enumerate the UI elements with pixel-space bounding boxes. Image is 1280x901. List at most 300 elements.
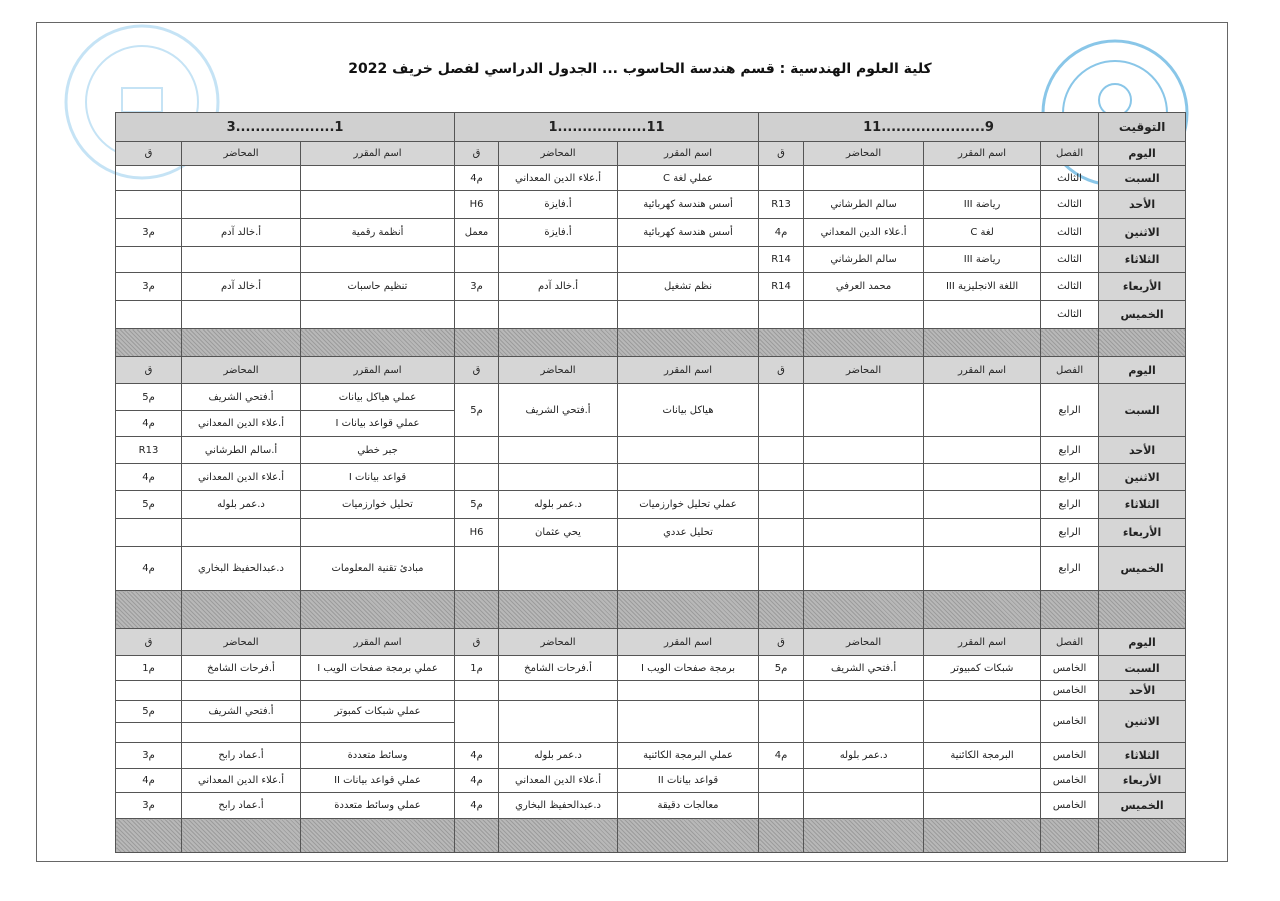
separator-cell (804, 819, 924, 853)
column-header-room: ق (116, 629, 182, 656)
cell-day: الاثنين (1099, 464, 1186, 491)
cell-course: عملي تحليل خوارزميات (618, 491, 759, 519)
column-header-lecturer: المحاضر (499, 142, 618, 166)
separator-cell (1041, 591, 1099, 629)
cell-lecturer: أ.فتحي الشريف (804, 656, 924, 681)
cell-room (759, 547, 804, 591)
separator-cell (804, 591, 924, 629)
cell-course: اللغة الانجليزية III (924, 273, 1041, 301)
cell-class: الخامس (1041, 701, 1099, 743)
column-header-day: اليوم (1099, 142, 1186, 166)
cell-class: الثالث (1041, 219, 1099, 247)
section-separator (116, 591, 1186, 629)
column-header-class: الفصل (1041, 629, 1099, 656)
column-header-course: اسم المقرر (618, 629, 759, 656)
column-header-row (116, 142, 1186, 166)
column-header-course: اسم المقرر (924, 357, 1041, 384)
separator-cell (1099, 329, 1186, 357)
cell-class: الثالث (1041, 301, 1099, 329)
column-header-lecturer: المحاضر (182, 142, 301, 166)
cell-room: R14 (759, 273, 804, 301)
cell-lecturer (804, 701, 924, 743)
table-row (116, 701, 1186, 723)
cell-lecturer (182, 191, 301, 219)
table-row (116, 793, 1186, 819)
cell-lecturer (804, 464, 924, 491)
cell-day: الاثنين (1099, 219, 1186, 247)
column-header-lecturer: المحاضر (499, 629, 618, 656)
cell-day: الخميس (1099, 301, 1186, 329)
cell-course (301, 681, 455, 701)
cell-room (455, 437, 499, 464)
column-header-course: اسم المقرر (924, 142, 1041, 166)
cell-course (618, 681, 759, 701)
cell-class: الثالث (1041, 166, 1099, 191)
cell-lecturer: سالم الطرشاني (804, 247, 924, 273)
cell-lecturer: أ.علاء الدين المعداني (182, 411, 301, 437)
table-row (116, 191, 1186, 219)
column-header-room: ق (759, 629, 804, 656)
cell-room (759, 301, 804, 329)
column-header-lecturer: المحاضر (182, 357, 301, 384)
cell-room (759, 793, 804, 819)
cell-lecturer: أ.فرحات الشامخ (499, 656, 618, 681)
cell-room (759, 464, 804, 491)
cell-lecturer (182, 301, 301, 329)
table-row (116, 491, 1186, 519)
cell-room (116, 681, 182, 701)
cell-lecturer: أ.علاء الدين المعداني (182, 769, 301, 793)
cell-day: الأربعاء (1099, 769, 1186, 793)
cell-course: وسائط متعددة (301, 743, 455, 769)
cell-course (924, 769, 1041, 793)
cell-course: تحليل خوارزميات (301, 491, 455, 519)
separator-cell (759, 329, 804, 357)
cell-course (924, 384, 1041, 437)
cell-class: الخامس (1041, 793, 1099, 819)
cell-lecturer (499, 701, 618, 743)
cell-room: م3 (116, 219, 182, 247)
time-slot-3: 1....................3 (116, 113, 455, 142)
cell-lecturer: د.عمر بلوله (182, 491, 301, 519)
cell-lecturer: أ.فايزة (499, 219, 618, 247)
cell-course (301, 191, 455, 219)
separator-cell (301, 329, 455, 357)
cell-day: السبت (1099, 166, 1186, 191)
cell-room (759, 769, 804, 793)
cell-course (924, 547, 1041, 591)
cell-course: عملي وسائط متعددة (301, 793, 455, 819)
table-row (116, 547, 1186, 591)
cell-lecturer (804, 769, 924, 793)
cell-course (924, 793, 1041, 819)
cell-course (618, 247, 759, 273)
cell-course: هياكل بيانات (618, 384, 759, 437)
column-header-class: الفصل (1041, 142, 1099, 166)
cell-course: أسس هندسة كهربائية (618, 219, 759, 247)
cell-lecturer: أ.سالم الطرشاني (182, 437, 301, 464)
cell-room (455, 464, 499, 491)
schedule-table (115, 112, 1186, 853)
cell-day: الثلاثاء (1099, 247, 1186, 273)
cell-course: أنظمة رقمية (301, 219, 455, 247)
cell-lecturer: د.عمر بلوله (499, 743, 618, 769)
separator-cell (1041, 329, 1099, 357)
cell-room (455, 301, 499, 329)
cell-class: الثالث (1041, 191, 1099, 219)
column-header-course: اسم المقرر (618, 142, 759, 166)
separator-cell (924, 819, 1041, 853)
column-header-lecturer: المحاضر (804, 142, 924, 166)
cell-lecturer (804, 793, 924, 819)
cell-course (924, 519, 1041, 547)
cell-room: م4 (455, 743, 499, 769)
cell-course: رياضة III (924, 247, 1041, 273)
cell-course (924, 437, 1041, 464)
separator-cell (1099, 591, 1186, 629)
cell-lecturer (182, 723, 301, 743)
cell-room: R13 (759, 191, 804, 219)
column-header-room: ق (759, 357, 804, 384)
separator-cell (116, 591, 182, 629)
cell-day: السبت (1099, 384, 1186, 437)
cell-lecturer: د.عبدالحفيظ البخاري (182, 547, 301, 591)
cell-course: رياضة III (924, 191, 1041, 219)
cell-room (759, 166, 804, 191)
table-row (116, 219, 1186, 247)
cell-room: م4 (116, 464, 182, 491)
column-header-lecturer: المحاضر (804, 357, 924, 384)
cell-room: م3 (116, 743, 182, 769)
cell-class: الرابع (1041, 384, 1099, 437)
table-row (116, 519, 1186, 547)
cell-lecturer: أ.فتحي الشريف (499, 384, 618, 437)
cell-room: م4 (759, 219, 804, 247)
column-header-room: ق (116, 357, 182, 384)
cell-room: م5 (455, 491, 499, 519)
column-header-row (116, 357, 1186, 384)
cell-course: شبكات كمبيوتر (924, 656, 1041, 681)
cell-day: الأربعاء (1099, 519, 1186, 547)
cell-course: عملي هياكل بيانات (301, 384, 455, 411)
cell-day: الأحد (1099, 681, 1186, 701)
column-header-lecturer: المحاضر (182, 629, 301, 656)
cell-course: قواعد بيانات II (618, 769, 759, 793)
separator-cell (182, 819, 301, 853)
cell-class: الثالث (1041, 273, 1099, 301)
table-row (116, 273, 1186, 301)
cell-course: عملي برمجة صفحات الويب I (301, 656, 455, 681)
column-header-room: ق (455, 357, 499, 384)
cell-day: الأحد (1099, 437, 1186, 464)
cell-lecturer: د.عمر بلوله (804, 743, 924, 769)
separator-cell (182, 591, 301, 629)
cell-course (924, 701, 1041, 743)
cell-lecturer: محمد العرفي (804, 273, 924, 301)
cell-course: قواعد بيانات I (301, 464, 455, 491)
cell-course: عملي قواعد بيانات II (301, 769, 455, 793)
cell-course (301, 519, 455, 547)
cell-lecturer: يحي عثمان (499, 519, 618, 547)
cell-course (618, 301, 759, 329)
cell-lecturer (804, 547, 924, 591)
cell-room: م5 (116, 491, 182, 519)
separator-cell (759, 819, 804, 853)
cell-room (116, 247, 182, 273)
separator-cell (301, 819, 455, 853)
table-row (116, 247, 1186, 273)
cell-course (301, 723, 455, 743)
cell-room (759, 491, 804, 519)
cell-lecturer: د.عبدالحفيظ البخاري (499, 793, 618, 819)
cell-day: الثلاثاء (1099, 743, 1186, 769)
cell-course (924, 166, 1041, 191)
separator-cell (1099, 819, 1186, 853)
separator-cell (499, 329, 618, 357)
cell-lecturer (804, 437, 924, 464)
separator-cell (804, 329, 924, 357)
cell-course: أسس هندسة كهربائية (618, 191, 759, 219)
cell-room: م4 (455, 166, 499, 191)
cell-room: م3 (116, 273, 182, 301)
cell-lecturer (499, 681, 618, 701)
cell-lecturer: أ.فايزة (499, 191, 618, 219)
cell-lecturer (182, 681, 301, 701)
separator-cell (455, 819, 499, 853)
column-header-course: اسم المقرر (301, 142, 455, 166)
cell-room (759, 519, 804, 547)
time-slot-2: 11..................1 (455, 113, 759, 142)
section-separator (116, 819, 1186, 853)
cell-room: R14 (759, 247, 804, 273)
cell-room (759, 384, 804, 437)
cell-course (618, 701, 759, 743)
cell-lecturer: أ.خالد آدم (182, 273, 301, 301)
cell-course (301, 301, 455, 329)
cell-lecturer: أ.عماد رابح (182, 743, 301, 769)
cell-lecturer (499, 437, 618, 464)
cell-lecturer: أ.خالد آدم (182, 219, 301, 247)
cell-day: الثلاثاء (1099, 491, 1186, 519)
separator-cell (455, 329, 499, 357)
cell-room: م3 (116, 793, 182, 819)
cell-room (116, 519, 182, 547)
cell-lecturer (804, 491, 924, 519)
cell-lecturer: أ.عماد رابح (182, 793, 301, 819)
table-row (116, 464, 1186, 491)
cell-course: برمجة صفحات الويب I (618, 656, 759, 681)
cell-room (759, 681, 804, 701)
cell-course: لغة C (924, 219, 1041, 247)
cell-course (301, 247, 455, 273)
column-header-day: اليوم (1099, 629, 1186, 656)
cell-lecturer: أ.فرحات الشامخ (182, 656, 301, 681)
cell-room: م5 (116, 701, 182, 723)
cell-room: م1 (455, 656, 499, 681)
cell-room: م5 (759, 656, 804, 681)
cell-day: السبت (1099, 656, 1186, 681)
cell-class: الرابع (1041, 437, 1099, 464)
separator-cell (759, 591, 804, 629)
cell-class: الثالث (1041, 247, 1099, 273)
column-header-course: اسم المقرر (301, 629, 455, 656)
table-row (116, 656, 1186, 681)
cell-room (116, 166, 182, 191)
cell-lecturer: أ.فتحي الشريف (182, 701, 301, 723)
separator-cell (455, 591, 499, 629)
cell-day: الخميس (1099, 793, 1186, 819)
cell-course: عملي البرمجة الكائنية (618, 743, 759, 769)
cell-course: تحليل عددي (618, 519, 759, 547)
cell-class: الخامس (1041, 681, 1099, 701)
separator-cell (182, 329, 301, 357)
cell-course (618, 437, 759, 464)
cell-class: الرابع (1041, 519, 1099, 547)
cell-room: H6 (455, 191, 499, 219)
cell-course: عملي لغة C (618, 166, 759, 191)
separator-cell (618, 819, 759, 853)
cell-day: الخميس (1099, 547, 1186, 591)
separator-cell (1041, 819, 1099, 853)
table-row (116, 681, 1186, 701)
cell-lecturer (499, 247, 618, 273)
cell-course: جبر خطي (301, 437, 455, 464)
column-header-room: ق (759, 142, 804, 166)
cell-room: م5 (455, 384, 499, 437)
cell-course: نظم تشغيل (618, 273, 759, 301)
cell-lecturer: أ.علاء الدين المعداني (499, 166, 618, 191)
cell-room (759, 437, 804, 464)
page-title: كلية العلوم الهندسية : قسم هندسة الحاسوب ... الجدول الدراسي لفصل خريف 2022 (348, 61, 932, 77)
separator-cell (499, 591, 618, 629)
cell-course (618, 464, 759, 491)
cell-room: م3 (455, 273, 499, 301)
column-header-row (116, 629, 1186, 656)
cell-lecturer (804, 519, 924, 547)
cell-course: عملي شبكات كمبوتر (301, 701, 455, 723)
cell-room (455, 247, 499, 273)
cell-day: الأحد (1099, 191, 1186, 219)
cell-room (455, 547, 499, 591)
cell-lecturer (804, 166, 924, 191)
cell-course (924, 491, 1041, 519)
column-header-day: اليوم (1099, 357, 1186, 384)
cell-room (455, 701, 499, 743)
table-row (116, 743, 1186, 769)
cell-lecturer (804, 681, 924, 701)
cell-room: م4 (116, 411, 182, 437)
cell-lecturer: أ.علاء الدين المعداني (499, 769, 618, 793)
separator-cell (116, 819, 182, 853)
cell-room: م4 (116, 547, 182, 591)
section-separator (116, 329, 1186, 357)
cell-lecturer (499, 547, 618, 591)
cell-lecturer: د.عمر بلوله (499, 491, 618, 519)
cell-day: الاثنين (1099, 701, 1186, 743)
cell-class: الخامس (1041, 656, 1099, 681)
column-header-room: ق (455, 629, 499, 656)
cell-course (924, 464, 1041, 491)
cell-course: مبادئ تقنية المعلومات (301, 547, 455, 591)
column-header-course: اسم المقرر (924, 629, 1041, 656)
time-slot-row (116, 113, 1186, 142)
cell-class: الخامس (1041, 743, 1099, 769)
column-header-course: اسم المقرر (301, 357, 455, 384)
cell-lecturer (499, 464, 618, 491)
cell-lecturer: أ.خالد آدم (499, 273, 618, 301)
table-row (116, 769, 1186, 793)
cell-room: م4 (116, 769, 182, 793)
cell-course: البرمجة الكائنية (924, 743, 1041, 769)
cell-room: H6 (455, 519, 499, 547)
cell-lecturer (499, 301, 618, 329)
cell-class: الخامس (1041, 769, 1099, 793)
cell-lecturer: سالم الطرشاني (804, 191, 924, 219)
cell-room (116, 191, 182, 219)
column-header-lecturer: المحاضر (804, 629, 924, 656)
separator-cell (618, 329, 759, 357)
table-row (116, 301, 1186, 329)
cell-course (618, 547, 759, 591)
separator-cell (618, 591, 759, 629)
cell-lecturer: أ.فتحي الشريف (182, 384, 301, 411)
column-header-class: الفصل (1041, 357, 1099, 384)
time-label: التوقيت (1099, 113, 1186, 142)
separator-cell (116, 329, 182, 357)
cell-lecturer (804, 384, 924, 437)
cell-course (301, 166, 455, 191)
cell-course: تنظيم حاسبات (301, 273, 455, 301)
separator-cell (301, 591, 455, 629)
cell-course: عملي قواعد بيانات I (301, 411, 455, 437)
cell-lecturer (182, 247, 301, 273)
separator-cell (924, 329, 1041, 357)
table-row (116, 437, 1186, 464)
cell-class: الرابع (1041, 464, 1099, 491)
cell-course (924, 681, 1041, 701)
column-header-room: ق (116, 142, 182, 166)
cell-class: الرابع (1041, 547, 1099, 591)
cell-room: م4 (455, 793, 499, 819)
cell-room (116, 301, 182, 329)
time-slot-1: 9.....................11 (759, 113, 1099, 142)
cell-room: معمل (455, 219, 499, 247)
cell-course (924, 301, 1041, 329)
column-header-lecturer: المحاضر (499, 357, 618, 384)
cell-day: الأربعاء (1099, 273, 1186, 301)
separator-cell (499, 819, 618, 853)
separator-cell (924, 591, 1041, 629)
cell-course: معالجات دقيقة (618, 793, 759, 819)
cell-lecturer (804, 301, 924, 329)
cell-lecturer (182, 519, 301, 547)
cell-room: م5 (116, 384, 182, 411)
cell-lecturer (182, 166, 301, 191)
cell-room (455, 681, 499, 701)
cell-class: الرابع (1041, 491, 1099, 519)
cell-room: م4 (759, 743, 804, 769)
cell-room (759, 701, 804, 743)
table-row (116, 384, 1186, 411)
cell-room: م4 (455, 769, 499, 793)
cell-room: م1 (116, 656, 182, 681)
cell-lecturer: أ.علاء الدين المعداني (804, 219, 924, 247)
cell-room: R13 (116, 437, 182, 464)
column-header-room: ق (455, 142, 499, 166)
cell-room (116, 723, 182, 743)
table-row (116, 166, 1186, 191)
column-header-course: اسم المقرر (618, 357, 759, 384)
